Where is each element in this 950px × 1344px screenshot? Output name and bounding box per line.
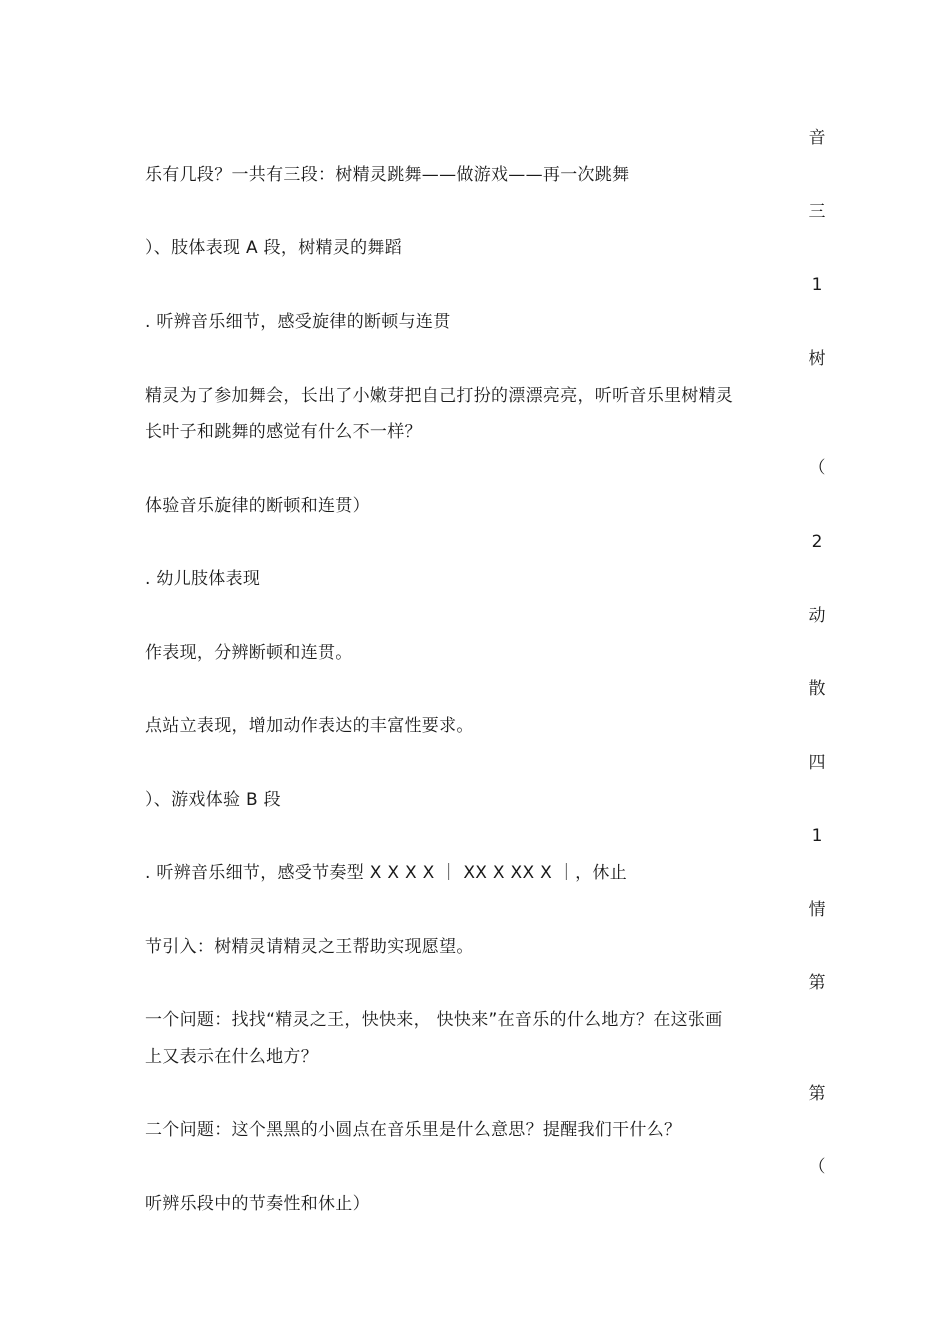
text-line: 体验音乐旋律的断顿和连贯） [145, 496, 370, 516]
text-line: 乐有几段？一共有三段：树精灵跳舞——做游戏——再一次跳舞 [145, 165, 630, 185]
margin-marker: 散 [808, 679, 826, 699]
text-line: . 听辨音乐细节，感受节奏型 X X X X ｜ XX X XX X ｜，休止 [145, 863, 628, 883]
text-line: 二个问题：这个黑黑的小圆点在音乐里是什么意思？提醒我们干什么？ [145, 1120, 682, 1140]
text-line: ）、游戏体验 B 段 [145, 790, 281, 810]
text-line: . 听辨音乐细节，感受旋律的断顿与连贯 [145, 312, 451, 332]
margin-marker: 树 [808, 349, 826, 369]
margin-marker: （ [808, 458, 826, 478]
margin-marker: 1 [811, 826, 823, 846]
text-line: 点站立表现，增加动作表达的丰富性要求。 [145, 716, 474, 736]
margin-marker: （ [808, 1157, 826, 1177]
text-line: 上又表示在什么地方？ [145, 1047, 318, 1067]
margin-marker: 第 [808, 1084, 826, 1104]
margin-marker: 四 [808, 753, 826, 773]
margin-marker: 2 [811, 532, 823, 552]
text-line: . 幼儿肢体表现 [145, 569, 261, 589]
margin-marker: 第 [808, 973, 826, 993]
text-line: 一个问题：找找“精灵之王，快快来， 快快来”在音乐的什么地方？在这张画 [145, 1010, 723, 1030]
margin-marker: 音 [808, 128, 826, 148]
margin-marker: 1 [811, 275, 823, 295]
margin-marker: 情 [808, 900, 826, 920]
text-line: 长叶子和跳舞的感觉有什么不一样？ [145, 422, 422, 442]
text-line: 作表现，分辨断顿和连贯。 [145, 643, 353, 663]
margin-marker: 三 [808, 202, 826, 222]
margin-marker: 动 [808, 606, 826, 626]
text-line: 精灵为了参加舞会，长出了小嫩芽把自己打扮的漂漂亮亮，听听音乐里树精灵 [145, 386, 734, 406]
text-line: ）、肢体表现 A 段，树精灵的舞蹈 [145, 238, 403, 258]
text-line: 听辨乐段中的节奏性和休止） [145, 1194, 370, 1214]
text-line: 节引入：树精灵请精灵之王帮助实现愿望。 [145, 937, 474, 957]
